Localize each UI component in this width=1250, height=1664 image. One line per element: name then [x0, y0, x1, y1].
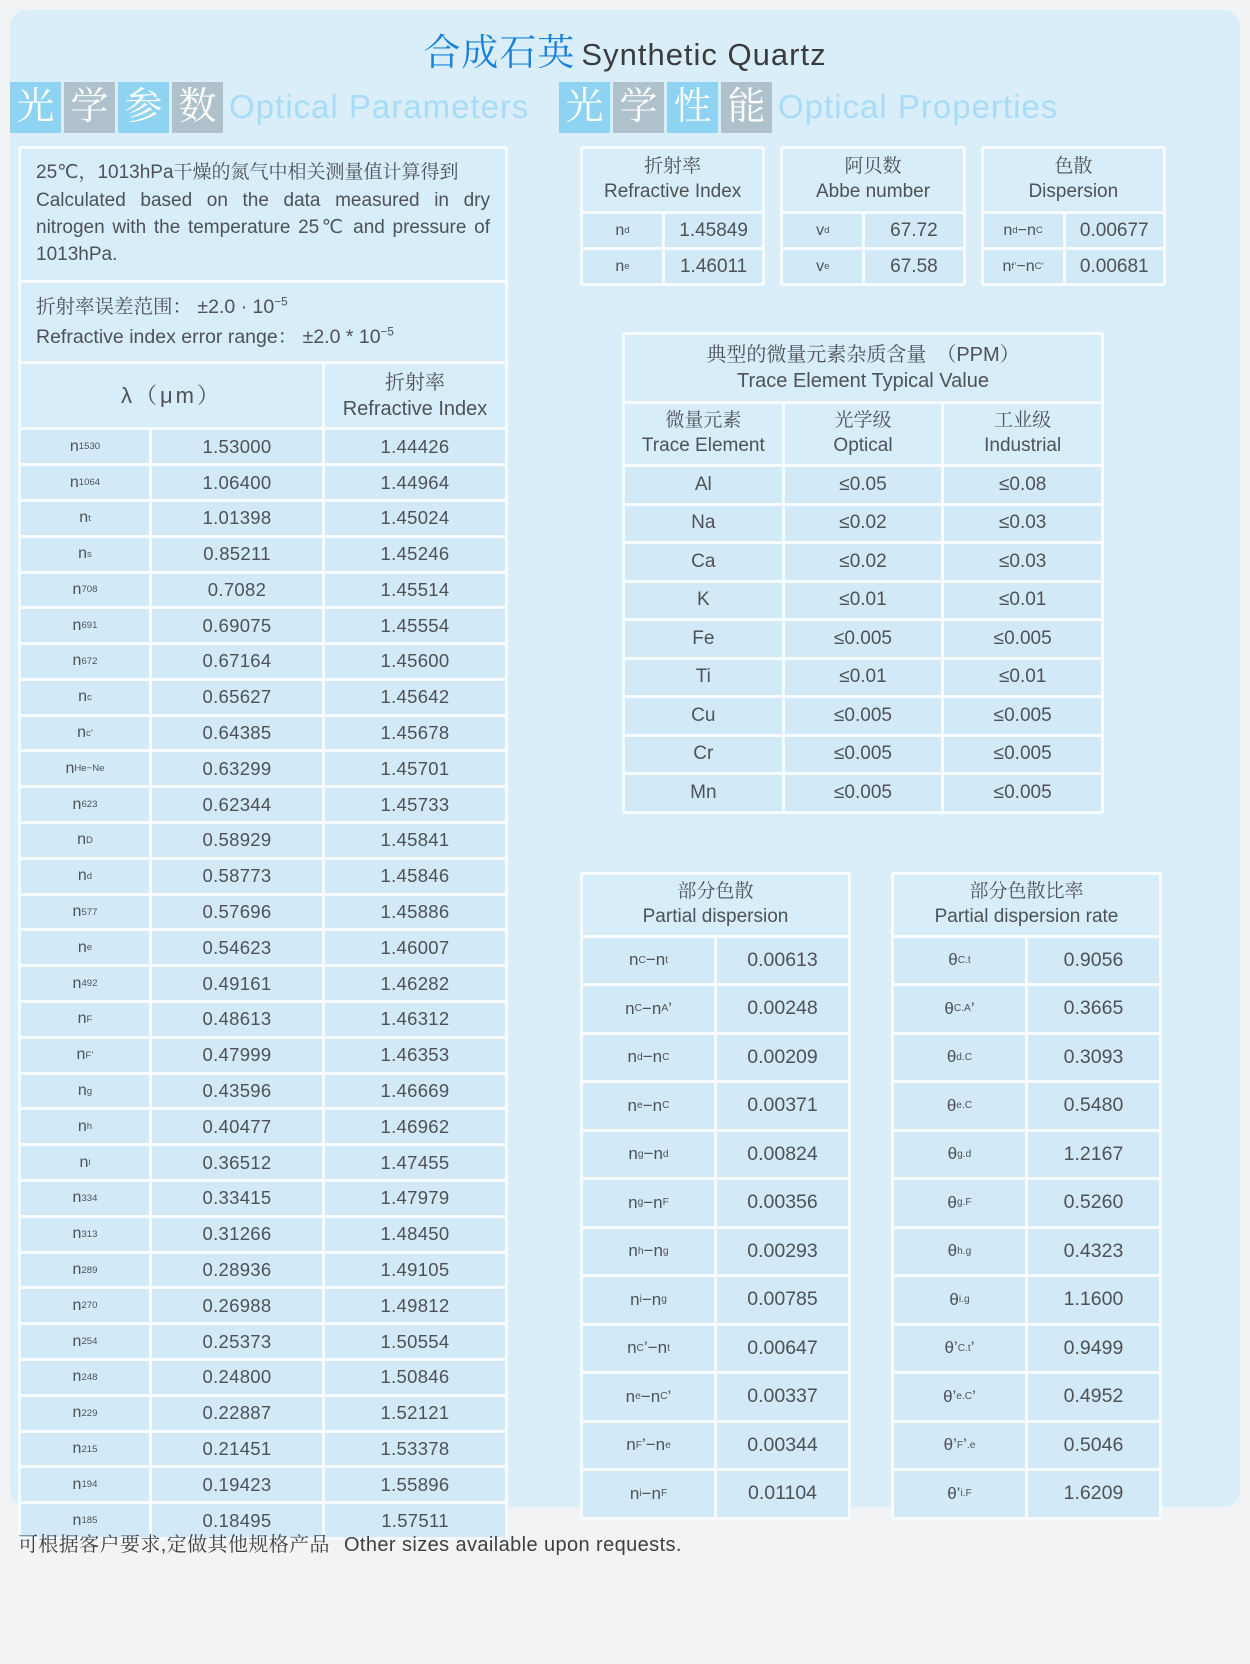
wavelength-value: 0.58929 — [152, 824, 322, 857]
refractive-index-value: 1.53378 — [325, 1433, 505, 1466]
term-label: θ’ e.C ’ — [894, 1374, 1025, 1420]
refractive-index-value: 1.45600 — [325, 645, 505, 678]
term-value: 1.45849 — [665, 214, 762, 247]
spectral-line-label: n i — [21, 1146, 149, 1179]
wavelength-value: 0.62344 — [152, 788, 322, 821]
wavelength-value: 0.69075 — [152, 609, 322, 642]
term-label: n i −n g — [583, 1277, 714, 1323]
section-header-band — [10, 80, 1240, 134]
optical-grade-value: ≤0.05 — [785, 467, 942, 503]
term-label: n d — [583, 214, 662, 247]
industrial-grade-value: ≤0.03 — [944, 544, 1101, 580]
wavelength-value: 0.19423 — [152, 1468, 322, 1501]
term-label: θ C.t — [894, 938, 1025, 984]
industrial-grade-value: ≤0.005 — [944, 737, 1101, 773]
wavelength-value: 0.65627 — [152, 681, 322, 714]
term-label: n h −n g — [583, 1229, 714, 1275]
wavelength-value: 0.26988 — [152, 1289, 322, 1322]
title-english: Synthetic Quartz — [581, 37, 827, 72]
trace-element-name: K — [625, 583, 782, 619]
spectral-line-label: n 270 — [21, 1289, 149, 1322]
spectral-line-label: n g — [21, 1075, 149, 1108]
error-range-cn: 折射率误差范围： $\pm 2.0 \cdot 10^{-5}$ — [36, 295, 288, 318]
refractive-index-value: 1.57511 — [325, 1504, 505, 1537]
wavelength-value: 0.24800 — [152, 1361, 322, 1394]
term-label: v e — [783, 250, 862, 283]
term-value: 0.00785 — [717, 1277, 848, 1323]
spectral-line-label: n s — [21, 538, 149, 571]
refractive-index-value: 1.45024 — [325, 502, 505, 535]
measurement-note-en: Calculated based on the data measured in dry nitrogen with the temperature 25℃ and pressure of 1013hPa. — [36, 189, 490, 265]
spectral-line-label: n 254 — [21, 1325, 149, 1358]
spectral-line-label: n h — [21, 1110, 149, 1143]
term-value: 0.9499 — [1028, 1326, 1159, 1372]
term-value: 0.9056 — [1028, 938, 1159, 984]
term-value: 67.58 — [865, 250, 962, 283]
spectral-line-label: n 492 — [21, 967, 149, 1000]
industrial-grade-value: ≤0.005 — [944, 621, 1101, 657]
term-value: 0.3665 — [1028, 986, 1159, 1032]
wavelength-value: 0.22887 — [152, 1397, 322, 1430]
section-char-box: 数 — [172, 82, 223, 133]
term-label: n e −n C ’ — [583, 1374, 714, 1420]
term-value: 0.3093 — [1028, 1035, 1159, 1081]
error-range-note — [21, 283, 505, 361]
term-label: n C ’−n t — [583, 1326, 714, 1372]
wavelength-value: 0.36512 — [152, 1146, 322, 1179]
title-chinese: 合成石英 — [423, 32, 576, 73]
trace-element-name: Ca — [625, 544, 782, 580]
term-label: n g −n d — [583, 1132, 714, 1178]
spectral-line-label: n He−Ne — [21, 752, 149, 785]
refractive-index-value: 1.46007 — [325, 931, 505, 964]
spectral-line-label: n 248 — [21, 1361, 149, 1394]
refractive-index-column-header: 折射率 Refractive Index — [325, 364, 505, 427]
wavelength-value: 0.48613 — [152, 1003, 322, 1036]
term-label: θ i.g — [894, 1277, 1025, 1323]
refractive-index-value: 1.45886 — [325, 896, 505, 929]
term-label: n d −n C — [583, 1035, 714, 1081]
refractive-index-value: 1.45733 — [325, 788, 505, 821]
term-label: n e — [583, 250, 662, 283]
term-label: θ g.F — [894, 1180, 1025, 1226]
wavelength-value: 1.53000 — [152, 430, 322, 463]
refractive-index-value: 1.45554 — [325, 609, 505, 642]
term-value: 0.00613 — [717, 938, 848, 984]
term-value: 67.72 — [865, 214, 962, 247]
abbe-number-table: 阿贝数 Abbe number v d 67.72 v e 67.58 — [780, 146, 965, 286]
refractive-index-value: 1.45701 — [325, 752, 505, 785]
spectral-line-label: n 334 — [21, 1182, 149, 1215]
section-char-box: 性 — [667, 82, 718, 133]
optical-grade-value: ≤0.005 — [785, 621, 942, 657]
right-column — [580, 146, 1166, 1540]
footer-english: Other sizes available upon requests. — [343, 1534, 682, 1556]
term-label: θ’ C.t ’ — [894, 1326, 1025, 1372]
term-value: 0.00647 — [717, 1326, 848, 1372]
refractive-index-value: 1.47455 — [325, 1146, 505, 1179]
wavelength-value: 0.58773 — [152, 860, 322, 893]
refractive-index-value: 1.52121 — [325, 1397, 505, 1430]
refractive-index-value: 1.46312 — [325, 1003, 505, 1036]
term-value: 0.00209 — [717, 1035, 848, 1081]
term-label: n C −n A ’ — [583, 986, 714, 1032]
partial-dispersion-title: 部分色散 Partial dispersion — [583, 875, 848, 935]
spectral-line-label: n 185 — [21, 1504, 149, 1537]
wavelength-value: 1.06400 — [152, 466, 322, 499]
wavelength-value: 0.43596 — [152, 1075, 322, 1108]
section-char-box: 参 — [118, 82, 169, 133]
spectral-line-label: n 313 — [21, 1218, 149, 1251]
optical-grade-value: ≤0.005 — [785, 775, 942, 811]
trace-element-name: Na — [625, 506, 782, 542]
term-value: 0.00293 — [717, 1229, 848, 1275]
term-value: 1.46011 — [665, 250, 762, 283]
wavelength-value: 0.33415 — [152, 1182, 322, 1215]
page-title — [10, 10, 1240, 74]
term-value: 0.5260 — [1028, 1180, 1159, 1226]
term-value: 1.1600 — [1028, 1277, 1159, 1323]
optical-grade-value: ≤0.01 — [785, 583, 942, 619]
spectral-line-label: n 672 — [21, 645, 149, 678]
term-label: n C −n t — [583, 938, 714, 984]
refractive-index-value: 1.45514 — [325, 574, 505, 607]
optical-grade-value: ≤0.005 — [785, 737, 942, 773]
wavelength-value: 0.7082 — [152, 574, 322, 607]
term-value: 0.00356 — [717, 1180, 848, 1226]
trace-element-name: Fe — [625, 621, 782, 657]
term-label: θ’ i.F — [894, 1471, 1025, 1517]
wavelength-value: 0.18495 — [152, 1504, 322, 1537]
wavelength-value: 0.85211 — [152, 538, 322, 571]
term-label: n i −n F — [583, 1471, 714, 1517]
refractive-index-value: 1.45642 — [325, 681, 505, 714]
refractive-index-value: 1.45246 — [325, 538, 505, 571]
term-value: 0.4952 — [1028, 1374, 1159, 1420]
spectral-line-label: n c — [21, 681, 149, 714]
wavelength-value: 0.67164 — [152, 645, 322, 678]
footer-chinese: 可根据客户要求,定做其他规格产品 — [18, 1534, 330, 1556]
section-char-box: 光 — [10, 82, 61, 133]
spectral-line-label: n 194 — [21, 1468, 149, 1501]
trace-element-name: Cr — [625, 737, 782, 773]
spectral-line-label: n 229 — [21, 1397, 149, 1430]
optical-parameters-chars — [10, 82, 223, 133]
term-label: n d −n C — [984, 214, 1063, 247]
wavelength-value: 0.25373 — [152, 1325, 322, 1358]
spectral-line-label: n c’ — [21, 717, 149, 750]
refractive-index-value: 1.49105 — [325, 1254, 505, 1287]
dispersion-table: 色散 Dispersion n d −n C 0.00677 n f’ −n C’ 0.00681 — [981, 146, 1166, 286]
term-label: θ h.g — [894, 1229, 1025, 1275]
term-value: 0.4323 — [1028, 1229, 1159, 1275]
optical-grade-value: ≤0.005 — [785, 698, 942, 734]
term-label: v d — [783, 214, 862, 247]
trace-element-name: Cu — [625, 698, 782, 734]
spectral-line-label: n 691 — [21, 609, 149, 642]
wavelength-column-header: λ（μm） — [21, 364, 322, 427]
term-value: 0.00337 — [717, 1374, 848, 1420]
wavelength-value: 0.54623 — [152, 931, 322, 964]
refractive-index-value: 1.48450 — [325, 1218, 505, 1251]
spectral-line-label: n t — [21, 502, 149, 535]
trace-element-name: Mn — [625, 775, 782, 811]
wavelength-value: 0.49161 — [152, 967, 322, 1000]
term-label: θ C.A ’ — [894, 986, 1025, 1032]
partial-dispersion-table — [580, 872, 851, 1520]
dispersion-tables-row — [580, 872, 1166, 1520]
datasheet-sheet — [10, 10, 1240, 1531]
trace-table-title: 典型的微量元素杂质含量 （PPM） Trace Element Typical Value — [625, 335, 1101, 401]
spectral-line-label: n 708 — [21, 574, 149, 607]
term-label: n F ’−n e — [583, 1423, 714, 1469]
trace-element-table — [622, 332, 1104, 814]
refractive-index-value: 1.55896 — [325, 1468, 505, 1501]
refractive-index-value: 1.44426 — [325, 430, 505, 463]
summary-tables-row — [580, 146, 1166, 286]
optical-grade-value: ≤0.02 — [785, 506, 942, 542]
section-char-box: 学 — [64, 82, 115, 133]
term-value: 0.5046 — [1028, 1423, 1159, 1469]
optical-properties-label: Optical Properties — [778, 88, 1059, 125]
wavelength-value: 0.57696 — [152, 896, 322, 929]
term-value: 1.6209 — [1028, 1471, 1159, 1517]
trace-element-column-header: 微量元素 Trace Element — [625, 404, 782, 464]
partial-dispersion-rate-table — [891, 872, 1162, 1520]
refractive-index-value: 1.50554 — [325, 1325, 505, 1358]
spectral-line-label: n 623 — [21, 788, 149, 821]
wavelength-refractive-index-table — [18, 146, 508, 1540]
refractive-index-value: 1.46282 — [325, 967, 505, 1000]
optical-parameters-label: Optical Parameters — [229, 88, 530, 125]
optical-grade-column-header: 光学级 Optical — [785, 404, 942, 464]
spectral-line-label: n 289 — [21, 1254, 149, 1287]
spectral-line-label: n d — [21, 860, 149, 893]
measurement-note-cn: 25℃，1013hPa干燥的氮气中相关测量值计算得到 — [36, 162, 459, 183]
term-value: 0.00371 — [717, 1083, 848, 1129]
refractive-index-value: 1.49812 — [325, 1289, 505, 1322]
wavelength-value: 0.28936 — [152, 1254, 322, 1287]
industrial-grade-value: ≤0.01 — [944, 583, 1101, 619]
term-value: 0.00248 — [717, 986, 848, 1032]
section-char-box: 学 — [613, 82, 664, 133]
industrial-grade-value: ≤0.03 — [944, 506, 1101, 542]
term-value: 1.2167 — [1028, 1132, 1159, 1178]
refractive-index-value: 1.50846 — [325, 1361, 505, 1394]
wavelength-value: 0.64385 — [152, 717, 322, 750]
term-value: 0.00681 — [1066, 250, 1163, 283]
wavelength-value: 0.21451 — [152, 1433, 322, 1466]
optical-grade-value: ≤0.01 — [785, 660, 942, 696]
spectral-line-label: n e — [21, 931, 149, 964]
section-char-box: 光 — [559, 82, 610, 133]
trace-element-name: Ti — [625, 660, 782, 696]
term-value: 0.00824 — [717, 1132, 848, 1178]
spectral-line-label: n F — [21, 1003, 149, 1036]
error-range-en: Refractive index error range： $\pm 2.0 * 10^{-5}$ — [36, 325, 394, 349]
term-label: n e −n C — [583, 1083, 714, 1129]
spectral-line-label: n D — [21, 824, 149, 857]
wavelength-value: 0.40477 — [152, 1110, 322, 1143]
industrial-grade-value: ≤0.08 — [944, 467, 1101, 503]
wavelength-value: 0.63299 — [152, 752, 322, 785]
term-value: 0.00344 — [717, 1423, 848, 1469]
optical-grade-value: ≤0.02 — [785, 544, 942, 580]
industrial-grade-value: ≤0.01 — [944, 660, 1101, 696]
refractive-index-value: 1.46962 — [325, 1110, 505, 1143]
term-value: 0.5480 — [1028, 1083, 1159, 1129]
refractive-index-value: 1.45846 — [325, 860, 505, 893]
spectral-line-label: n F’ — [21, 1039, 149, 1072]
refractive-index-summary-table: 折射率 Refractive Index n d 1.45849 n e 1.46011 — [580, 146, 765, 286]
wavelength-value: 0.47999 — [152, 1039, 322, 1072]
spectral-line-label: n 1064 — [21, 466, 149, 499]
term-value: 0.00677 — [1066, 214, 1163, 247]
term-label: θ d.C — [894, 1035, 1025, 1081]
refractive-index-value: 1.45841 — [325, 824, 505, 857]
spectral-line-label: n 1530 — [21, 430, 149, 463]
content-area — [10, 134, 1240, 1540]
term-value: 0.01104 — [717, 1471, 848, 1517]
footer-note — [18, 1528, 682, 1557]
wavelength-value: 1.01398 — [152, 502, 322, 535]
refractive-index-value: 1.46669 — [325, 1075, 505, 1108]
partial-dispersion-rate-title: 部分色散比率 Partial dispersion rate — [894, 875, 1159, 935]
refractive-index-value: 1.45678 — [325, 717, 505, 750]
refractive-index-value: 1.44964 — [325, 466, 505, 499]
spectral-line-label: n 215 — [21, 1433, 149, 1466]
term-label: n f’ −n C’ — [984, 250, 1063, 283]
term-label: θ’ F ’ .e — [894, 1423, 1025, 1469]
term-label: n g −n F — [583, 1180, 714, 1226]
optical-properties-chars — [559, 82, 772, 133]
industrial-grade-column-header: 工业级 Industrial — [944, 404, 1101, 464]
industrial-grade-value: ≤0.005 — [944, 698, 1101, 734]
section-char-box: 能 — [721, 82, 772, 133]
trace-element-name: Al — [625, 467, 782, 503]
spectral-line-label: n 577 — [21, 896, 149, 929]
term-label: θ e.C — [894, 1083, 1025, 1129]
refractive-index-value: 1.47979 — [325, 1182, 505, 1215]
term-label: θ g.d — [894, 1132, 1025, 1178]
wavelength-value: 0.31266 — [152, 1218, 322, 1251]
refractive-index-value: 1.46353 — [325, 1039, 505, 1072]
measurement-note — [21, 149, 505, 280]
industrial-grade-value: ≤0.005 — [944, 775, 1101, 811]
